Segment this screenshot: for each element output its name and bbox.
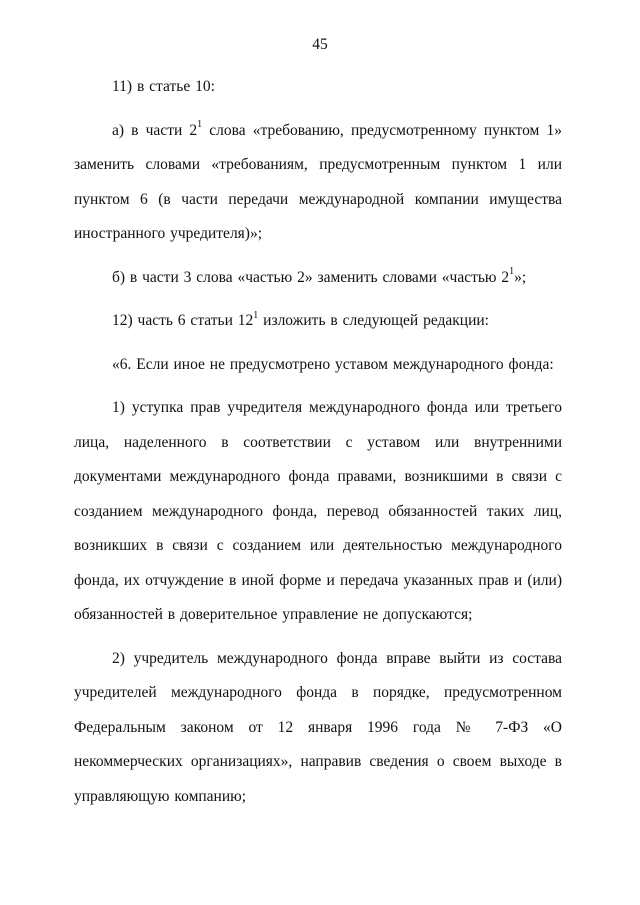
paragraph-text-before: 12) часть 6 статьи 12 xyxy=(112,312,254,329)
paragraph-text-after: изложить в следующей редакции: xyxy=(258,312,489,329)
superscript: 1 xyxy=(197,119,203,131)
paragraph-subitem-b xyxy=(74,261,562,296)
superscript: 1 xyxy=(253,309,259,321)
paragraph-subitem-a xyxy=(74,114,562,252)
paragraph-item-11 xyxy=(74,70,562,105)
page-number: 45 xyxy=(312,36,328,53)
paragraph-text: «6. Если иное не предусмотрено уставом международного фонда: xyxy=(112,355,554,373)
document-body xyxy=(74,70,562,814)
superscript: 1 xyxy=(509,266,515,278)
paragraph-text-after: слова «требованию, предусмотренному пунктом 1» заменить словами «требованиям, предусмотренным пунктом 1 или пунктом 6 (в части передачи международной компании имущества иностранного учредителя)»; xyxy=(74,121,563,242)
paragraph-text: 1) уступка прав учредителя международного фонда или третьего лица, наделенного в соответствии с уставом или внутренними документами международного фонда правами, возникшими в связи с созданием международного фонда, перевод обязанностей таких лиц, возникших в связи с созданием или деятельностью международного фонда, их отчуждение в иной форме и передача указанных прав и (или) обязанностей в доверительное управление не допускаются; xyxy=(74,399,562,623)
paragraph-text: 2) учредитель международного фонда вправе выйти из состава учредителей международного фонда в порядке, предусмотренном Федеральным законом от 12 января 1996 года № 7-ФЗ «О некоммерческих организациях», направив сведения о своем выходе в управляющую компанию; xyxy=(74,649,562,805)
paragraph-item-12 xyxy=(74,304,562,339)
paragraph-text-before: б) в части 3 слова «частью 2» заменить словами «частью 2 xyxy=(112,268,510,286)
paragraph-text-before: а) в части 2 xyxy=(112,121,198,139)
paragraph-text: 11) в статье 10: xyxy=(112,78,215,95)
paragraph-point-2 xyxy=(74,642,562,815)
paragraph-point-1 xyxy=(74,391,562,633)
paragraph-part-6 xyxy=(74,348,562,383)
paragraph-text-after: »; xyxy=(514,268,527,286)
